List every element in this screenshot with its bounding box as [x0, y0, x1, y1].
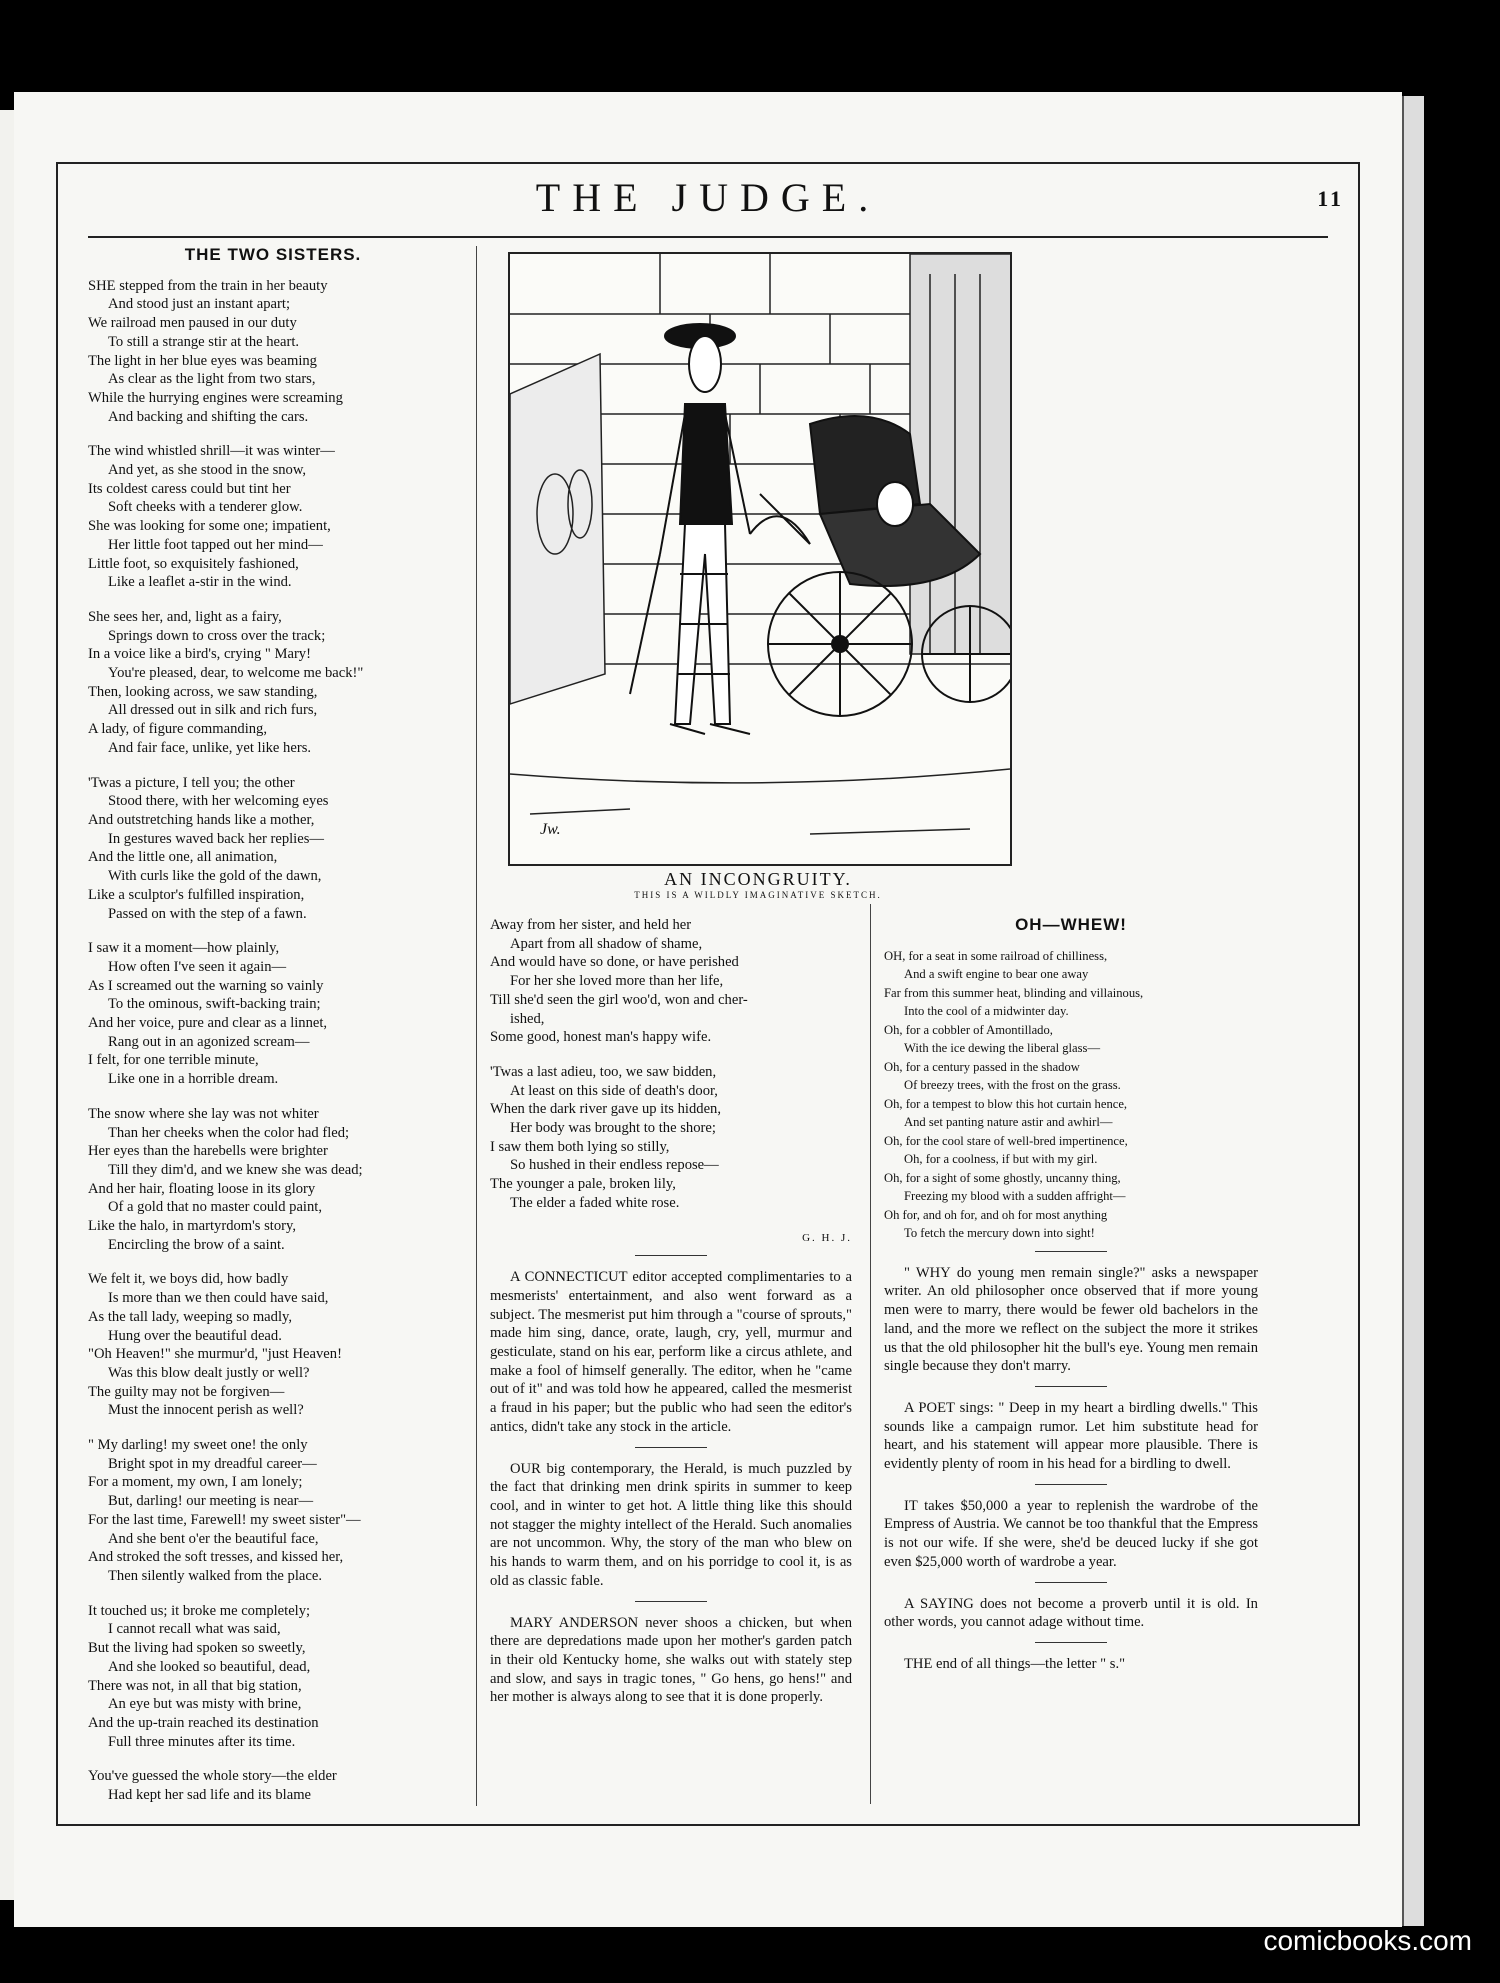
poem-line: And her voice, pure and clear as a linnet, — [88, 1015, 328, 1032]
poem-line: And her hair, floating loose in its glory — [88, 1180, 316, 1197]
poem-line: Than her cheeks when the color had fled; — [108, 1124, 350, 1141]
page-number: 11 — [1317, 186, 1344, 211]
poem-line: Into the cool of a midwinter day. — [904, 1004, 1069, 1019]
poem-line: To the ominous, swift-backing train; — [108, 996, 321, 1013]
stanza — [88, 442, 458, 592]
poem-line: Encircling the brow of a saint. — [108, 1236, 285, 1253]
paragraph-text: does not become a proverb until it is old. In other words, you cannot adage without time. — [884, 1595, 1258, 1631]
artist-signature: Jw. — [540, 821, 561, 838]
poem-line: Soft cheeks with a tenderer glow. — [108, 499, 303, 516]
poem-line: Of a gold that no master could paint, — [108, 1199, 322, 1216]
column-rule-right — [870, 904, 871, 1804]
poem-line: Stood there, with her welcoming eyes — [108, 793, 329, 810]
poem-line: I felt, for one terrible minute, — [88, 1052, 259, 1069]
poem-line: Her eyes than the harebells were brighter — [88, 1143, 328, 1160]
paragraph-lead: A CONNECTICUT — [510, 1269, 628, 1286]
poem-line: We felt it, we boys did, how badly — [88, 1271, 289, 1288]
poem-line: When the dark river gave up its hidden, — [490, 1101, 721, 1118]
poem-continuation — [490, 916, 852, 1213]
middle-paragraphs — [490, 1268, 852, 1707]
poem-line: For her she loved more than her life, — [510, 973, 724, 990]
watermark: comicbooks.com — [1263, 1925, 1472, 1956]
poem-line: The light in her blue eyes was beaming — [88, 352, 317, 369]
page-frame — [56, 162, 1360, 1826]
paragraph — [490, 1614, 852, 1708]
poem-line: As I screamed out the warning so vainly — [88, 977, 324, 994]
section-divider — [635, 1255, 707, 1256]
poem-whew-lines — [884, 947, 1258, 1243]
poem-line: In a voice like a bird's, crying " Mary! — [88, 646, 311, 663]
poem-line: To still a strange stir at the heart. — [108, 333, 300, 350]
paragraph-text: do young men remain single?" asks a newspaper writer. An old philosopher once observed that if more young men were to marry, there would be fewer old bachelors in the land, and the more we reflect on the subject the more it strikes us that the old philosopher hit the bull's eye. Young men remain single because they don't marry. — [884, 1264, 1258, 1375]
poem-line: Oh, for the cool stare of well-bred impertinence, — [884, 1133, 1128, 1148]
column-middle — [490, 916, 852, 1717]
adjacent-page-edge — [0, 110, 14, 1900]
poem-line: Till they dim'd, and we knew she was dead; — [108, 1161, 363, 1178]
paragraph — [884, 1595, 1258, 1632]
paragraph — [490, 1268, 852, 1436]
paragraph-lead: OUR — [510, 1460, 541, 1477]
stanza — [88, 1436, 458, 1586]
poem-line: Rang out in an agonized scream— — [108, 1033, 310, 1050]
poem-line: To fetch the mercury down into sight! — [904, 1226, 1095, 1241]
poem-line: Her little foot tapped out her mind— — [108, 536, 323, 553]
poem-whew-title: OH—WHEW! — [1015, 915, 1127, 934]
section-divider — [1035, 1484, 1107, 1485]
poem-line: The wind whistled shrill—it was winter— — [88, 443, 335, 460]
poem-line: Was this blow dealt justly or well? — [108, 1364, 310, 1381]
paragraph-lead: MARY ANDERSON — [510, 1614, 639, 1631]
section-divider — [1035, 1386, 1107, 1387]
poem-line: I cannot recall what was said, — [108, 1621, 281, 1638]
right-paragraphs — [884, 1264, 1258, 1674]
poem-line: Far from this summer heat, blinding and villainous, — [884, 985, 1144, 1000]
adjacent-page-edge-right — [1402, 96, 1424, 1926]
poem-line: Hung over the beautiful dead. — [108, 1327, 282, 1344]
poem-line: And fair face, unlike, yet like hers. — [108, 739, 312, 756]
poem-title: THE TWO SISTERS. — [184, 245, 362, 264]
poem-line: As clear as the light from two stars, — [108, 371, 316, 388]
poem-line: An eye but was misty with brine, — [108, 1696, 302, 1713]
poem-line: Like a leaflet a-stir in the wind. — [108, 574, 292, 591]
column-left — [88, 246, 458, 1821]
section-divider — [1035, 1642, 1107, 1643]
stanza — [88, 608, 458, 758]
poem-line: How often I've seen it again— — [108, 958, 287, 975]
paragraph-lead: THE — [904, 1655, 933, 1672]
poem-signature: G. H. J. — [802, 1231, 852, 1244]
poem-line: Apart from all shadow of shame, — [510, 935, 703, 952]
stanza — [490, 916, 852, 1047]
section-divider — [1035, 1582, 1107, 1583]
poem-line: The younger a pale, broken lily, — [490, 1176, 676, 1193]
paragraph-text: end of all things—the letter " s." — [932, 1655, 1126, 1672]
poem-line: In gestures waved back her replies— — [108, 830, 324, 847]
poem-line: The snow where she lay was not whiter — [88, 1105, 319, 1122]
poem-line: With curls like the gold of the dawn, — [108, 868, 322, 885]
poem-line: And a swift engine to bear one away — [904, 967, 1089, 982]
poem-line: The guilty may not be forgiven— — [88, 1383, 285, 1400]
poem-line: Away from her sister, and held her — [490, 917, 692, 933]
poem-line: Oh, for a tempest to blow this hot curtain hence, — [884, 1096, 1128, 1111]
paragraph-lead: " WHY — [904, 1264, 951, 1281]
poem-line: Of breezy trees, with the frost on the grass. — [904, 1078, 1121, 1093]
poem-line: While the hurrying engines were screaming — [88, 389, 343, 406]
poem-line: And the up-train reached its destination — [88, 1714, 319, 1731]
poem-line: And outstretching hands like a mother, — [88, 811, 315, 828]
stanza — [88, 1767, 458, 1804]
poem-line: 'Twas a last adieu, too, we saw bidden, — [490, 1063, 717, 1080]
poem-line: She was looking for some one; impatient, — [88, 518, 331, 535]
poem-line: And stroked the soft tresses, and kissed her, — [88, 1549, 344, 1566]
poem-line: Springs down to cross over the track; — [108, 627, 326, 644]
poem-line: But the living had spoken so sweetly, — [88, 1640, 306, 1657]
poem-line: Like the halo, in martyrdom's story, — [88, 1218, 296, 1235]
paragraph — [490, 1460, 852, 1591]
poem-line: We railroad men paused in our duty — [88, 315, 297, 332]
caption-title: AN INCONGRUITY. — [664, 869, 852, 889]
poem-line: Had kept her sad life and its blame — [108, 1787, 312, 1804]
stanza — [88, 1602, 458, 1752]
poem-line: Then silently walked from the place. — [108, 1568, 322, 1584]
poem-line: And she looked so beautiful, dead, — [108, 1658, 311, 1675]
section-divider — [635, 1601, 707, 1602]
poem-line: Is more than we then could have said, — [108, 1290, 329, 1307]
poem-line: Oh, for a century passed in the shadow — [884, 1059, 1080, 1074]
column-right — [884, 916, 1258, 1684]
paragraph-text: sings: " Deep in my heart a birdling dwells." This sounds like a campaign rumor. Let him substitute head for heart, and his statement will appear more plausible. There is evidently plenty of room in his head for a birdling to dwell. — [884, 1399, 1258, 1473]
poem-line: Oh, for a cobbler of Amontillado, — [884, 1022, 1053, 1037]
poem-line: Like a sculptor's fulfilled inspiration, — [88, 886, 305, 903]
cartoon-drawing — [510, 254, 1010, 864]
poem-line: For the last time, Farewell! my sweet sister"— — [88, 1511, 361, 1528]
paragraph-lead: A SAYING — [904, 1595, 974, 1612]
poem-line: OH, for a seat in some railroad of chilliness, — [884, 948, 1108, 963]
poem-line: There was not, in all that big station, — [88, 1677, 302, 1694]
stanza — [88, 277, 458, 427]
poem-line: "Oh Heaven!" she murmur'd, "just Heaven! — [88, 1346, 342, 1363]
poem-line: Freezing my blood with a sudden affright— — [904, 1189, 1126, 1204]
poem-line: Then, looking across, we saw standing, — [88, 683, 318, 700]
poem-line: Oh, for a sight of some ghostly, uncanny thing, — [884, 1170, 1121, 1185]
poem-line: Some good, honest man's happy wife. — [490, 1029, 712, 1046]
masthead-rule — [88, 236, 1328, 238]
paragraph-text: takes $50,000 a year to replenish the wardrobe of the Empress of Austria. We cannot be too thankful that the Empress is not our wife. If she were, she'd be deuced lucky if she got even $25,000 worth of wardrobe a year. — [884, 1497, 1258, 1570]
stanza — [88, 774, 458, 924]
paragraph — [884, 1497, 1258, 1572]
illustration-an-incongruity — [508, 252, 1012, 866]
caption-subtitle: THIS IS A WILDLY IMAGINATIVE SKETCH. — [634, 890, 882, 900]
poem-line: But, darling! our meeting is near— — [108, 1493, 314, 1510]
poem-line: Oh for, and oh for, and oh for most anything — [884, 1207, 1108, 1222]
paragraph-lead: IT — [904, 1497, 918, 1514]
section-divider — [635, 1447, 707, 1448]
stanza — [490, 1063, 852, 1213]
stanza — [88, 939, 458, 1089]
section-divider — [1035, 1251, 1107, 1252]
poem-stanzas — [88, 277, 458, 1805]
paragraph-text: editor accepted complimentaries to a mesmerists' entertainment, and also went forward as a subject. The mesmerist put him through a "course of sprouts," made him sing, dance, orate, laugh, cry, yell, murmur and gesticulate, stand on his ear, perform like a circus athlete, and make a fool of himself generally. The editor, when he "came out of it" and was told how he appeared, called the mesmerist a fraud in his paper; but the public who had seen the editor's antics, didn't take any stock in the article. — [490, 1269, 852, 1435]
poem-line: You've guessed the whole story—the elder — [88, 1768, 337, 1785]
poem-line: ished, — [510, 1010, 545, 1027]
poem-line: You're pleased, dear, to welcome me back!" — [108, 665, 364, 682]
paragraph — [884, 1264, 1258, 1376]
illustration-caption — [508, 869, 1008, 900]
poem-line: SHE stepped from the train in her beauty — [88, 277, 328, 294]
stanza — [88, 1270, 458, 1420]
poem-line: Till she'd seen the girl woo'd, won and cher- — [490, 991, 748, 1008]
poem-line: All dressed out in silk and rich furs, — [108, 702, 318, 719]
poem-line: Passed on with the step of a fawn. — [108, 905, 307, 922]
paragraph-text: big contemporary, the Herald, is much puzzled by the fact that drinking men drink spirits in summer to keep cool, and in winter to get hot. A little thing like this should not stagger the mighty intellect of the Herald. Such anomalies are not uncommon. Why, the story of the man who blew on his hands to warm them, and on his porridge to cool it, is as old as classic fable. — [490, 1460, 852, 1589]
poem-line: Bright spot in my dreadful career— — [108, 1455, 317, 1472]
poem-line: And would have so done, or have perished — [490, 954, 739, 971]
poem-line: Its coldest caress could but tint her — [88, 480, 291, 497]
poem-line: And set panting nature astir and awhirl— — [904, 1115, 1113, 1130]
column-rule-left — [476, 246, 477, 1806]
poem-line: Oh, for a coolness, if but with my girl. — [904, 1152, 1098, 1167]
poem-line: Like one in a horrible dream. — [108, 1071, 279, 1088]
poem-line: " My darling! my sweet one! the only — [88, 1437, 308, 1454]
poem-line: Her body was brought to the shore; — [510, 1120, 716, 1137]
poem-line: And backing and shifting the cars. — [108, 408, 309, 425]
poem-line: And she bent o'er the beautiful face, — [108, 1530, 319, 1547]
poem-line: Little foot, so exquisitely fashioned, — [88, 555, 299, 572]
poem-line: So hushed in their endless repose— — [510, 1157, 719, 1174]
masthead-title: THE JUDGE. — [535, 175, 881, 220]
poem-line: She sees her, and, light as a fairy, — [88, 608, 282, 625]
poem-line: It touched us; it broke me completely; — [88, 1602, 311, 1619]
poem-line: Must the innocent perish as well? — [108, 1402, 304, 1419]
paragraph-lead: A POET — [904, 1399, 955, 1416]
paragraph — [884, 1655, 1258, 1674]
poem-line: At least on this side of death's door, — [510, 1082, 718, 1099]
paragraph-text: never shoos a chicken, but when there are depredations made upon her mother's garden patch in their old Kentucky home, she walks out with stately step and slow, and says in tragic tones, " Go hens, go hens!" and her mother is always along to see that it is done properly. — [490, 1614, 852, 1706]
poem-line: I saw it a moment—how plainly, — [88, 940, 280, 957]
poem-line: And stood just an instant apart; — [108, 296, 290, 313]
poem-line: The elder a faded white rose. — [510, 1194, 680, 1211]
stanza — [88, 1105, 458, 1255]
paragraph — [884, 1399, 1258, 1474]
poem-line: As the tall lady, weeping so madly, — [88, 1308, 292, 1325]
poem-line: And the little one, all animation, — [88, 849, 278, 866]
poem-line: For a moment, my own, I am lonely; — [88, 1474, 303, 1491]
poem-line: Full three minutes after its time. — [108, 1733, 296, 1750]
poem-line: I saw them both lying so stilly, — [490, 1138, 670, 1155]
poem-line: And yet, as she stood in the snow, — [108, 462, 307, 479]
poem-line: With the ice dewing the liberal glass— — [904, 1041, 1101, 1056]
poem-line: A lady, of figure commanding, — [88, 721, 268, 738]
poem-line: 'Twas a picture, I tell you; the other — [88, 774, 295, 791]
